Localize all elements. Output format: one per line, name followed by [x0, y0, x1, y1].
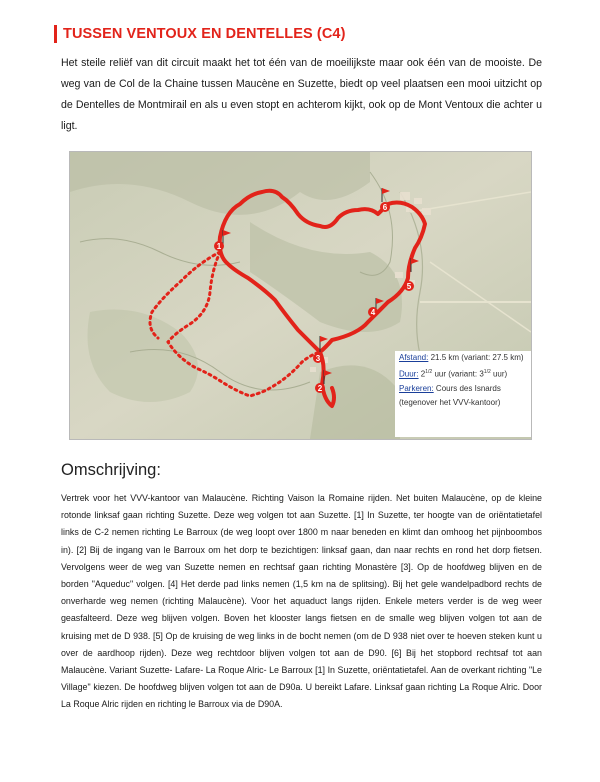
- legend-parking: [399, 382, 531, 396]
- legend-duration-main-frac: 1/2: [425, 369, 433, 375]
- map-legend: [395, 351, 531, 437]
- title-block: [54, 25, 346, 43]
- description-title: Omschrijving:: [61, 461, 161, 479]
- legend-duration-variant-frac: 1/2: [483, 369, 491, 375]
- description-text: Vertrek voor het VVV-kantoor van Malaucène. Richting Vaison la Romaine rijden. Net buiten Malaucène, op de kleine rotonde linksaf gaan richting Suzette. Deze weg volgen tot aan Suzette. [1] In Suzette, ter hoogte van de oriëntatietafel links de C-2 nemen richting Le Barroux (de weg loopt over 1800 m naar beneden en klimt dan omhoog het pijnboombos in). [2] Bij de ingang van le Barroux om het dorp te bezichtigen: linksaf gaan, dan naar rechts en rond het dorp fietsen. Vervolgens weer de weg van Suzette nemen en rechtsaf gaan richting Monastère [3]. Op de hoofdweg blijven en de borden "Aqueduc" volgen. [4] Het derde pad links nemen (1,5 km na de splitsing). Bij het gele wandelpadbord rechts de onverharde weg nemen (richting Malaucène). Voor het aquaduct langs rijden. Enkele meters verder is de weg weer geasfalteerd. Deze weg blijven volgen. Boven het klooster langs fietsen en de smalle weg blijven volgen tot aan de kruising met de D 938. [5] Op de kruising de weg links in de bocht nemen (om de D 938 niet over te hoeven steken kunt u over de aardhoop rijden). Deze weg rechtdoor blijven volgen tot aan de D90. [6] Bij het stopbord rechtsaf tot aan Malaucène. Variant Suzette- Lafare- La Roque Alric- Le Barroux [1] In Suzette, oriëntatietafel. Aan de overkant richting "Le Village" kiezen. De hoofdweg blijven volgen tot aan de D90a. U bereikt Lafare. Linksaf gaan richting La Roque Alric. Door La Roque Alric rijden en richting le Barroux via de D90A.: [61, 493, 542, 710]
- legend-duration-mid: uur (variant: 3: [434, 369, 484, 379]
- svg-text:5: 5: [406, 282, 412, 291]
- intro-paragraph: Het steile reliëf van dit circuit maakt het tot één van de moeilijkste maar ook één van de mooiste. De weg van de Col de la Chaine tussen Maucène en Suzette, biedt op veel plaatsen een mooi uitzicht op de Dentelles de Montmirail en als u even stopt en achterom kijkt, ook op de Mont Ventoux die achter u ligt.: [61, 57, 542, 132]
- svg-text:3: 3: [315, 354, 321, 363]
- legend-parking-label: Parkeren:: [399, 383, 434, 393]
- legend-duration-end: uur): [492, 369, 508, 379]
- legend-duration: [399, 365, 531, 382]
- legend-parking-note: (tegenover het VVV-kantoor): [399, 397, 501, 407]
- legend-duration-main: 2: [420, 369, 426, 379]
- legend-distance-label: Afstand:: [399, 353, 429, 362]
- legend-parking-value: Cours des Isnards: [435, 383, 501, 393]
- legend-distance: [399, 351, 531, 365]
- title-accent-bar: [54, 25, 57, 43]
- svg-text:1: 1: [216, 242, 222, 251]
- legend-distance-value: 21.5 km (variant: 27.5 km): [430, 353, 524, 362]
- legend-duration-label: Duur:: [399, 369, 419, 379]
- page-title: TUSSEN VENTOUX EN DENTELLES (C4): [63, 26, 346, 42]
- svg-text:2: 2: [317, 384, 323, 393]
- svg-text:4: 4: [370, 308, 376, 317]
- svg-text:6: 6: [382, 203, 388, 212]
